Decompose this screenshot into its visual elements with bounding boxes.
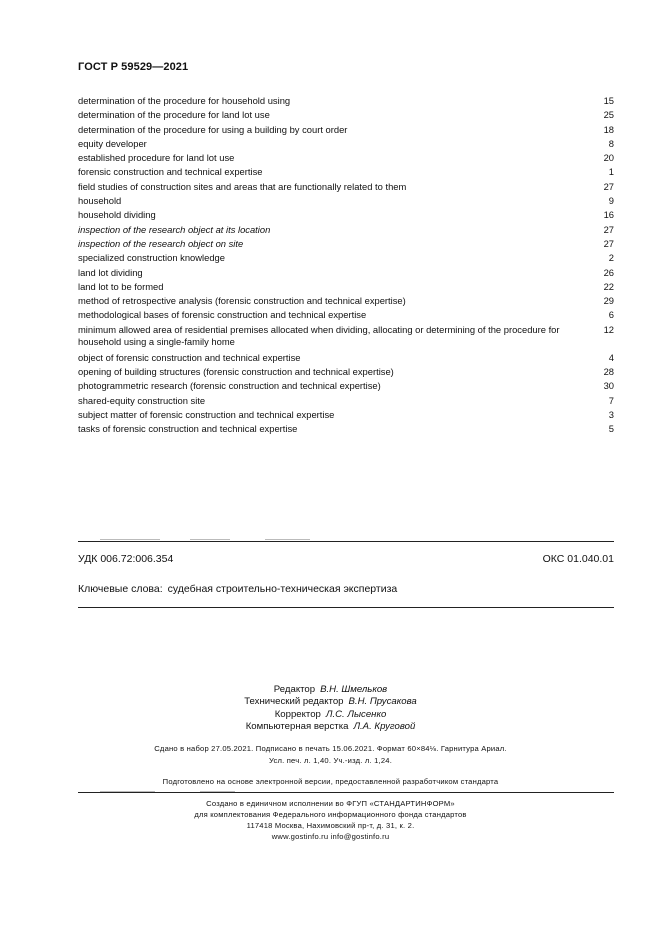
- index-entry: [78, 223, 614, 237]
- index-term: equity developer: [78, 137, 147, 149]
- index-page-number: 27: [603, 180, 614, 192]
- index-term: determination of the procedure for using a building by court order: [78, 123, 348, 135]
- publisher-line2: для комплектования Федерального информационного фонда стандартов: [194, 810, 467, 819]
- divider-publisher: [78, 792, 614, 793]
- publisher-line4: www.gostinfo.ru info@gostinfo.ru: [271, 832, 390, 841]
- index-page-number: 29: [603, 295, 614, 307]
- standard-designation: ГОСТ Р 59529—2021: [78, 61, 189, 73]
- credits-block: [0, 684, 661, 733]
- index-page-number: 6: [608, 309, 614, 321]
- index-page-number: 16: [603, 209, 614, 221]
- alphabetical-index: [78, 94, 614, 437]
- index-page-number: 1: [608, 166, 614, 178]
- index-entry: [78, 294, 614, 308]
- index-page-number: 28: [603, 366, 614, 378]
- index-page-number: 5: [608, 423, 614, 435]
- index-term: determination of the procedure for household using: [78, 95, 291, 106]
- keywords-value: судебная строительно-техническая экспертиза: [167, 583, 398, 595]
- credit-role: Компьютерная верстка: [245, 720, 349, 732]
- keywords-label: Ключевые слова:: [78, 583, 163, 595]
- index-page-number: 27: [603, 223, 614, 235]
- index-entry: [78, 208, 614, 222]
- divider-top: [78, 541, 614, 542]
- index-term: household dividing: [78, 209, 156, 221]
- credit-person: В.Н. Прусакова: [348, 696, 417, 708]
- index-page-number: 12: [603, 323, 614, 335]
- index-term: inspection of the research object on site: [78, 237, 244, 249]
- faint-mark: [265, 539, 310, 540]
- index-term: shared-equity construction site: [78, 394, 206, 406]
- index-page-number: 2: [608, 252, 614, 264]
- index-term: established procedure for land lot use: [78, 152, 235, 164]
- credit-person: В.Н. Шмельков: [320, 684, 388, 695]
- index-entry: [78, 151, 614, 165]
- faint-mark: [190, 539, 230, 540]
- index-term: household: [78, 195, 122, 207]
- index-page-number: 15: [603, 95, 614, 106]
- publisher-block: [0, 798, 661, 842]
- index-entry: [78, 194, 614, 208]
- index-term: subject matter of forensic construction and technical expertise: [78, 408, 335, 420]
- index-page-number: 26: [603, 266, 614, 278]
- index-page-number: 8: [608, 137, 614, 149]
- index-page-number: 25: [603, 109, 614, 121]
- index-entry: [78, 94, 614, 108]
- credit-person: Л.А. Круговой: [353, 720, 416, 732]
- index-page-number: 20: [603, 152, 614, 164]
- index-entry: [78, 422, 614, 436]
- index-page-number: 3: [608, 408, 614, 420]
- index-entry: [78, 308, 614, 322]
- print-info-line3: Подготовлено на основе электронной версии, предоставленной разработчиком стандарта: [162, 777, 499, 786]
- index-entry: [78, 351, 614, 365]
- index-term: land lot to be formed: [78, 280, 164, 292]
- index-term: photogrammetric research (forensic construction and technical expertise): [78, 380, 381, 392]
- credit-role: Корректор: [274, 708, 321, 720]
- credit-line: [0, 696, 661, 708]
- index-term: specialized construction knowledge: [78, 252, 225, 264]
- index-term: tasks of forensic construction and technical expertise: [78, 423, 298, 435]
- index-term: method of retrospective analysis (forensic construction and technical expertise): [78, 295, 406, 307]
- credit-person: Л.С. Лысенко: [325, 708, 387, 720]
- index-entry: [78, 379, 614, 393]
- udk-code: УДК 006.72:006.354: [78, 553, 174, 565]
- index-term: opening of building structures (forensic construction and technical expertise): [78, 366, 394, 378]
- index-term: field studies of construction sites and areas that are functionally related to them: [78, 180, 407, 192]
- credit-role: Редактор: [273, 684, 316, 695]
- credit-line: [0, 721, 661, 733]
- index-page-number: 30: [603, 380, 614, 392]
- index-entry: [78, 137, 614, 151]
- index-term: land lot dividing: [78, 266, 143, 278]
- publisher-line1: Создано в единичном исполнении во ФГУП «СТАНДАРТИНФОРМ»: [206, 799, 455, 808]
- index-page-number: 9: [608, 195, 614, 207]
- index-entry: [78, 251, 614, 265]
- oks-code: ОКС 01.040.01: [542, 553, 614, 565]
- faint-mark: [100, 539, 160, 540]
- index-term: inspection of the research object at its location: [78, 223, 271, 235]
- credit-line: [0, 709, 661, 721]
- index-term: minimum allowed area of residential premises allocated when dividing, allocating or determining of the procedure for household using a single-family home: [78, 323, 560, 348]
- publisher-line3: 117418 Москва, Нахимовский пр-т, д. 31, к. 2.: [246, 821, 415, 830]
- index-term: determination of the procedure for land lot use: [78, 109, 270, 121]
- print-info-line1: Сдано в набор 27.05.2021. Подписано в печать 15.06.2021. Формат 60×84⅛. Гарнитура Ариал.: [154, 744, 507, 753]
- index-entry: [78, 108, 614, 122]
- print-info-line2: Усл. печ. л. 1,40. Уч.-изд. л. 1,24.: [268, 756, 393, 765]
- index-entry: [78, 394, 614, 408]
- index-entry: [78, 237, 614, 251]
- index-page-number: 22: [603, 280, 614, 292]
- index-entry: [78, 408, 614, 422]
- index-term: methodological bases of forensic construction and technical expertise: [78, 309, 367, 321]
- keywords-line: [78, 583, 397, 595]
- index-page-number: 27: [603, 237, 614, 249]
- credit-line: [0, 684, 661, 696]
- index-entry: [78, 365, 614, 379]
- index-entry: [78, 266, 614, 280]
- index-entry: [78, 165, 614, 179]
- credit-role: Технический редактор: [244, 696, 344, 708]
- index-entry: [78, 180, 614, 194]
- index-page-number: 18: [603, 123, 614, 135]
- divider-keywords: [78, 607, 614, 608]
- index-term: forensic construction and technical expertise: [78, 166, 263, 178]
- index-term: object of forensic construction and technical expertise: [78, 351, 301, 363]
- index-page-number: 7: [608, 394, 614, 406]
- index-entry: [78, 123, 614, 137]
- index-entry: [78, 323, 614, 351]
- index-entry: [78, 280, 614, 294]
- index-page-number: 4: [608, 351, 614, 363]
